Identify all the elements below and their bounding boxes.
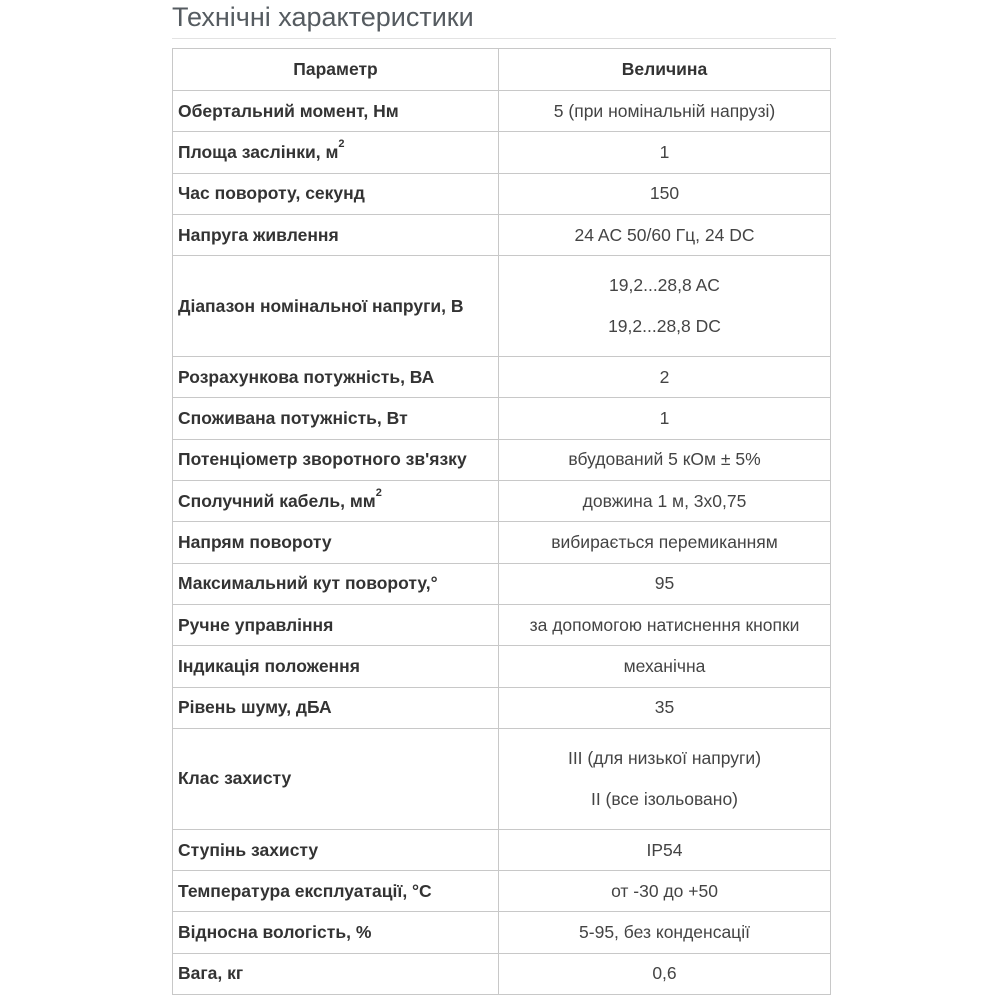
- parameter-label: Індикація положення: [178, 655, 360, 676]
- table-row: [173, 481, 831, 522]
- value-cell: [499, 481, 831, 522]
- table-body: [173, 91, 831, 995]
- parameter-label: Ручне управління: [178, 614, 334, 635]
- value-cell: [499, 646, 831, 687]
- page-title: Технічні характеристики: [172, 2, 474, 32]
- table-row: [173, 357, 831, 398]
- parameter-label: Час повороту, секунд: [178, 183, 365, 204]
- parameter-cell: [173, 256, 499, 357]
- value-text: 0,6: [652, 963, 677, 984]
- table-row: [173, 604, 831, 645]
- value-cell: [499, 256, 831, 357]
- value-cell: [499, 563, 831, 604]
- parameter-label: Розрахункова потужність, ВА: [178, 366, 435, 387]
- parameter-cell: [173, 132, 499, 173]
- value-cell: [499, 173, 831, 214]
- value-text: II (все ізольовано): [590, 788, 739, 809]
- table-row: [173, 912, 831, 953]
- parameter-label: Напруга живлення: [178, 224, 339, 245]
- table-row: [173, 173, 831, 214]
- value-cell: [499, 912, 831, 953]
- parameter-label: Діапазон номінальної напруги, В: [178, 295, 464, 316]
- table-row: [173, 687, 831, 728]
- value-cell: [499, 522, 831, 563]
- parameter-label: Відносна вологість, %: [178, 922, 372, 943]
- value-text: вбудований 5 кОм ± 5%: [568, 449, 761, 470]
- parameter-label: Рівень шуму, дБА: [178, 697, 332, 718]
- parameter-cell: [173, 646, 499, 687]
- table-row: [173, 398, 831, 439]
- value-text: 35: [654, 697, 675, 718]
- value-cell: [499, 829, 831, 870]
- value-cell: [499, 91, 831, 132]
- parameter-label: Вага, кг: [178, 963, 244, 984]
- value-text: 2: [659, 366, 670, 387]
- parameter-label: Максимальний кут повороту,°: [178, 573, 438, 594]
- parameter-cell: [173, 481, 499, 522]
- parameter-label: Сполучний кабель, мм: [178, 490, 376, 511]
- value-text: 150: [649, 183, 680, 204]
- value-text: 5-95, без конденсації: [579, 922, 750, 943]
- parameter-label: Обертальний момент, Нм: [178, 100, 399, 121]
- value-text: от -30 до +50: [611, 880, 718, 901]
- parameter-cell: [173, 728, 499, 829]
- table-row: [173, 91, 831, 132]
- value-text: 1: [659, 408, 670, 429]
- unit-superscript: 2: [338, 137, 345, 150]
- parameter-label: Температура експлуатації, °С: [178, 880, 432, 901]
- table-row: [173, 214, 831, 255]
- parameter-cell: [173, 829, 499, 870]
- title-bar: [172, 0, 836, 39]
- header-parameter: Параметр: [173, 49, 499, 91]
- value-text: III (для низької напруги): [567, 747, 762, 768]
- parameter-cell: [173, 173, 499, 214]
- value-cell: [499, 214, 831, 255]
- parameter-cell: [173, 439, 499, 480]
- table-row: [173, 829, 831, 870]
- value-cell: [499, 728, 831, 829]
- table-row: [173, 953, 831, 994]
- value-cell: [499, 604, 831, 645]
- value-text: 24 AC 50/60 Гц, 24 DC: [574, 224, 755, 245]
- parameter-cell: [173, 522, 499, 563]
- parameter-label: Споживана потужність, Вт: [178, 408, 408, 429]
- header-value: Величина: [499, 49, 831, 91]
- table-row: [173, 256, 831, 357]
- table-row: [173, 439, 831, 480]
- unit-superscript: 2: [375, 486, 382, 499]
- table-row: [173, 646, 831, 687]
- value-cell: [499, 953, 831, 994]
- value-text: вибирається перемиканням: [551, 532, 778, 553]
- parameter-label: Потенціометр зворотного зв'язку: [178, 449, 467, 470]
- table-header-row: [173, 49, 831, 91]
- parameter-cell: [173, 563, 499, 604]
- parameter-label: Ступінь захисту: [178, 839, 319, 860]
- table-row: [173, 132, 831, 173]
- parameter-cell: [173, 687, 499, 728]
- value-text: 5 (при номінальній напрузі): [553, 100, 776, 121]
- value-cell: [499, 687, 831, 728]
- spec-table: [172, 48, 831, 995]
- parameter-cell: [173, 912, 499, 953]
- table-row: [173, 728, 831, 829]
- parameter-cell: [173, 604, 499, 645]
- value-text: 19,2...28,8 AC: [609, 275, 720, 296]
- value-text: довжина 1 м, 3х0,75: [582, 490, 747, 511]
- parameter-cell: [173, 214, 499, 255]
- table-row: [173, 522, 831, 563]
- spec-page: [172, 0, 836, 984]
- value-cell: [499, 357, 831, 398]
- parameter-label: Клас захисту: [178, 768, 292, 789]
- value-text: 1: [659, 141, 670, 162]
- value-text: IP54: [646, 839, 683, 860]
- parameter-label: Напрям повороту: [178, 532, 332, 553]
- parameter-cell: [173, 398, 499, 439]
- parameter-label: Площа заслінки, м: [178, 141, 339, 162]
- parameter-cell: [173, 871, 499, 912]
- table-row: [173, 563, 831, 604]
- value-text: механічна: [623, 655, 706, 676]
- value-cell: [499, 439, 831, 480]
- value-text: 95: [654, 573, 675, 594]
- parameter-cell: [173, 357, 499, 398]
- table-row: [173, 871, 831, 912]
- value-text: за допомогою натиснення кнопки: [529, 614, 800, 635]
- parameter-cell: [173, 91, 499, 132]
- value-cell: [499, 398, 831, 439]
- parameter-cell: [173, 953, 499, 994]
- value-text: 19,2...28,8 DC: [608, 316, 721, 337]
- value-cell: [499, 871, 831, 912]
- value-cell: [499, 132, 831, 173]
